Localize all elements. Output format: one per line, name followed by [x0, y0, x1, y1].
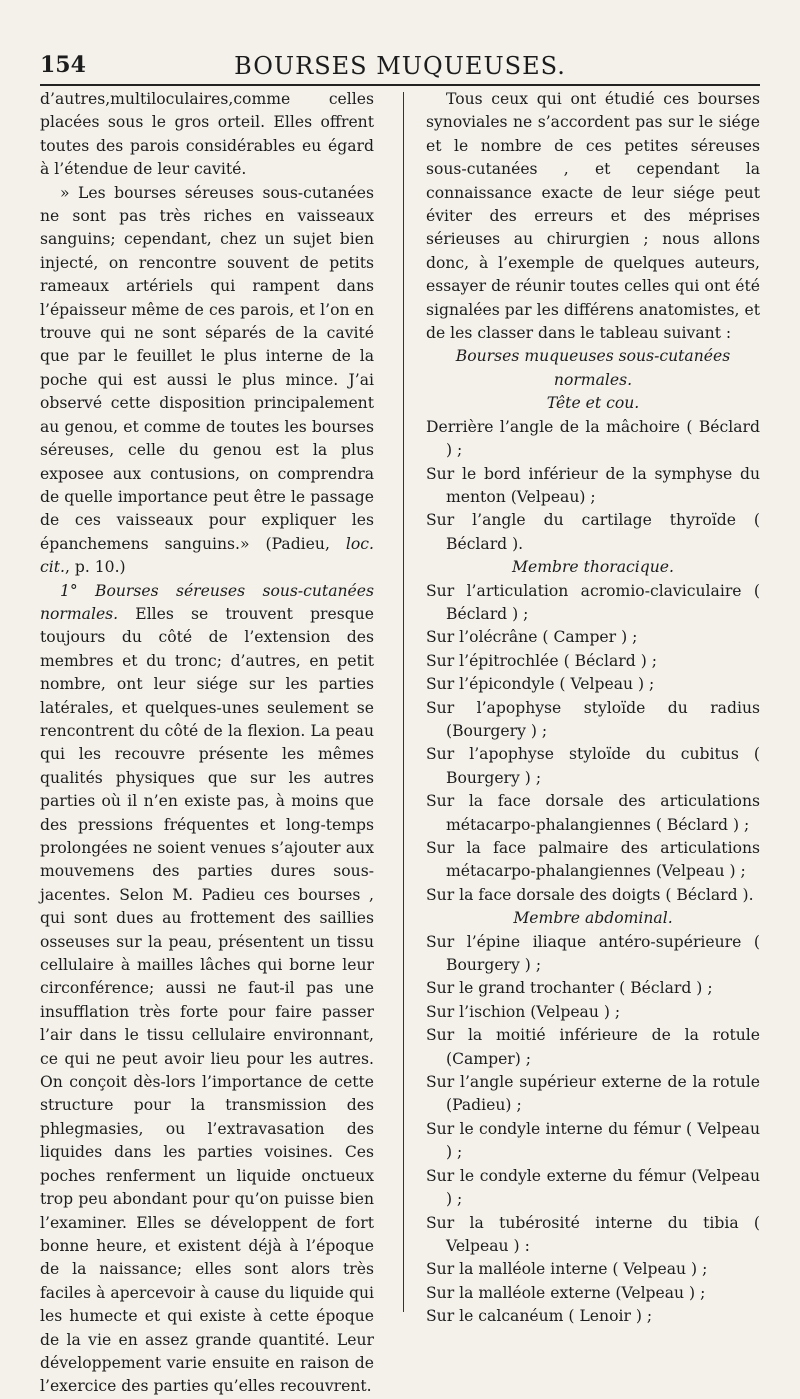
list-item: Sur le bord inférieur de la symphyse du menton (Velpeau) ; [426, 464, 760, 506]
page-header [40, 52, 760, 84]
section-lead: 1° Bourses séreuses sous-cutanées normales. [40, 581, 374, 623]
list-item: Sur la face dorsale des doigts ( Béclard ). [426, 885, 754, 904]
list-item: Sur l’apophyse styloïde du radius (Bourgery ) ; [426, 698, 760, 740]
list-item: Sur le condyle externe du fémur (Velpeau ) ; [426, 1166, 760, 1209]
right-column [426, 88, 760, 1329]
list-item: Sur l’angle du cartilage thyroïde ( Béclard ). [426, 511, 760, 553]
intro-paragraph: Tous ceux qui ont étudié ces bourses synoviales ne s’accordent pas sur le siége et le nombre de ces petites séreuses sous-cutanées , et cependant la connaissance exacte de leur siége peut éviter des erreurs et des méprises sérieuses au chirurgien ; nous allons donc, à l’exemple de quelques auteurs, essayer de réunir toutes celles qui ont été signalées par les différens anatomistes, et de les classer dans le tableau suivant : [426, 90, 760, 343]
list-item: Sur l’épine iliaque antéro-supérieure ( Bourgery ) ; [426, 932, 760, 975]
section-heading: Tête et cou. [546, 394, 640, 413]
list-item: Sur la face palmaire des articulations métacarpo-phalangiennes (Velpeau ) ; [426, 839, 760, 881]
quote-text: » Les bourses séreuses sous-cutanées ne sont pas très riches en vaisseaux sanguins; cependant, chez un sujet bien injecté, on rencontre souvent de petits rameaux artériels qui rampent dans l’épaisseur même de ces parois, et l’on en trouve qui ne sont séparés de la cavité que par le feuillet le plus interne de la poche qui est aussi le plus mince. J’ai observé cette disposition principalement au genou, et comme de toutes les bourses séreuses, celle du genou est la plus exposee aux contusions, on comprendra de quelle importance peut être le passage de ces vaisseaux pour expliquer les épanchemens sanguins.» (Padieu, [40, 183, 374, 553]
section-body: Elles se trouvent presque toujours du côté de l’extension des membres et du tronc; d’autres, en petit nombre, ont leur siége sur les parties latérales, et quelques-unes seulement se rencontrent du côté de la flexion. La peau qui les recouvre présente les mêmes qualités physiques que sur les autres parties où il n’en existe pas, à moins que des pressions fréquentes et long-temps prolongées ne soient venues s’ajouter aux mouvemens des parties dures sous-jacentes. Selon M. Padieu ces bourses , qui sont dues au frottement des saillies osseuses sur la peau, présentent un tissu cellulaire à mailles lâches qui borne leur circonférence; aussi ne faut-il pas une insufflation très forte pour faire passer l’air dans le tissu cellulaire environnant, ce qui ne peut avoir lieu pour les autres. On conçoit dès-lors l’importance de cette structure pour la transmission des phlegmasies, ou l’extravasation des liquides dans les parties voisines. Ces poches renferment un liquide onctueux trop peu abondant pour qu’on puisse bien l’examiner. Elles se développent de fort bonne heure, et existent déjà à l’époque de la naissance; elles sont alors très faciles à apercevoir à cause du liquide qui les humecte et qui existe à cette époque de la vie en assez grande quantité. Leur développement varie ensuite en raison de l’exercice des parties qu’elles recouvrent. [40, 604, 374, 1396]
list-item: Sur la malléole interne ( Velpeau ) ; [426, 1260, 708, 1279]
list-item: Derrière l’angle de la mâchoire ( Béclard ) ; [426, 417, 760, 460]
paragraph-normal-bursae [40, 580, 374, 1399]
list-item: Sur l’articulation acromio-claviculaire ( Béclard ) ; [426, 581, 760, 623]
paragraph-continued: d’autres,multiloculaires,comme celles placées sous le gros orteil. Elles offrent toutes des parois considérables eu égard à l’étendue de leur cavité. [40, 90, 374, 179]
running-title: BOURSES MUQUEUSES. [234, 52, 566, 80]
list-item: Sur le condyle interne du fémur ( Velpeau ) ; [426, 1119, 760, 1162]
list-item: Sur la moitié inférieure de la rotule (Camper) ; [426, 1026, 760, 1068]
list-item: Sur l’apophyse styloïde du cubitus ( Bourgery ) ; [426, 745, 760, 787]
list-item: Sur l’angle supérieur externe de la rotule (Padieu) ; [426, 1073, 760, 1115]
list-item: Sur l’ischion (Velpeau ) ; [426, 1002, 621, 1021]
section-heading: Membre abdominal. [513, 909, 673, 928]
list-item: Sur la tubérosité interne du tibia ( Velpeau ) : [426, 1213, 760, 1255]
section-heading: Membre thoracique. [512, 558, 674, 577]
citation-loc-cit: loc. cit. [40, 534, 374, 577]
left-column [40, 88, 374, 1399]
table-title: Bourses muqueuses sous-cutanées normales. [455, 347, 731, 389]
bursae-list [426, 392, 760, 1328]
list-item: Sur la face dorsale des articulations métacarpo-phalangiennes ( Béclard ) ; [426, 792, 760, 834]
list-item: Sur l’olécrâne ( Camper ) ; [426, 628, 638, 647]
column-divider [403, 92, 404, 1312]
page-number: 154 [40, 52, 86, 78]
list-item: Sur la malléole externe (Velpeau ) ; [426, 1283, 706, 1302]
list-item: Sur l’épicondyle ( Velpeau ) ; [426, 675, 655, 694]
citation-page: , p. 10.) [64, 558, 126, 577]
paragraph-quote [40, 182, 374, 580]
list-item: Sur l’épitrochlée ( Béclard ) ; [426, 651, 657, 670]
list-item: Sur le calcanéum ( Lenoir ) ; [426, 1307, 653, 1326]
list-item: Sur le grand trochanter ( Béclard ) ; [426, 979, 713, 998]
header-rule [40, 84, 760, 86]
